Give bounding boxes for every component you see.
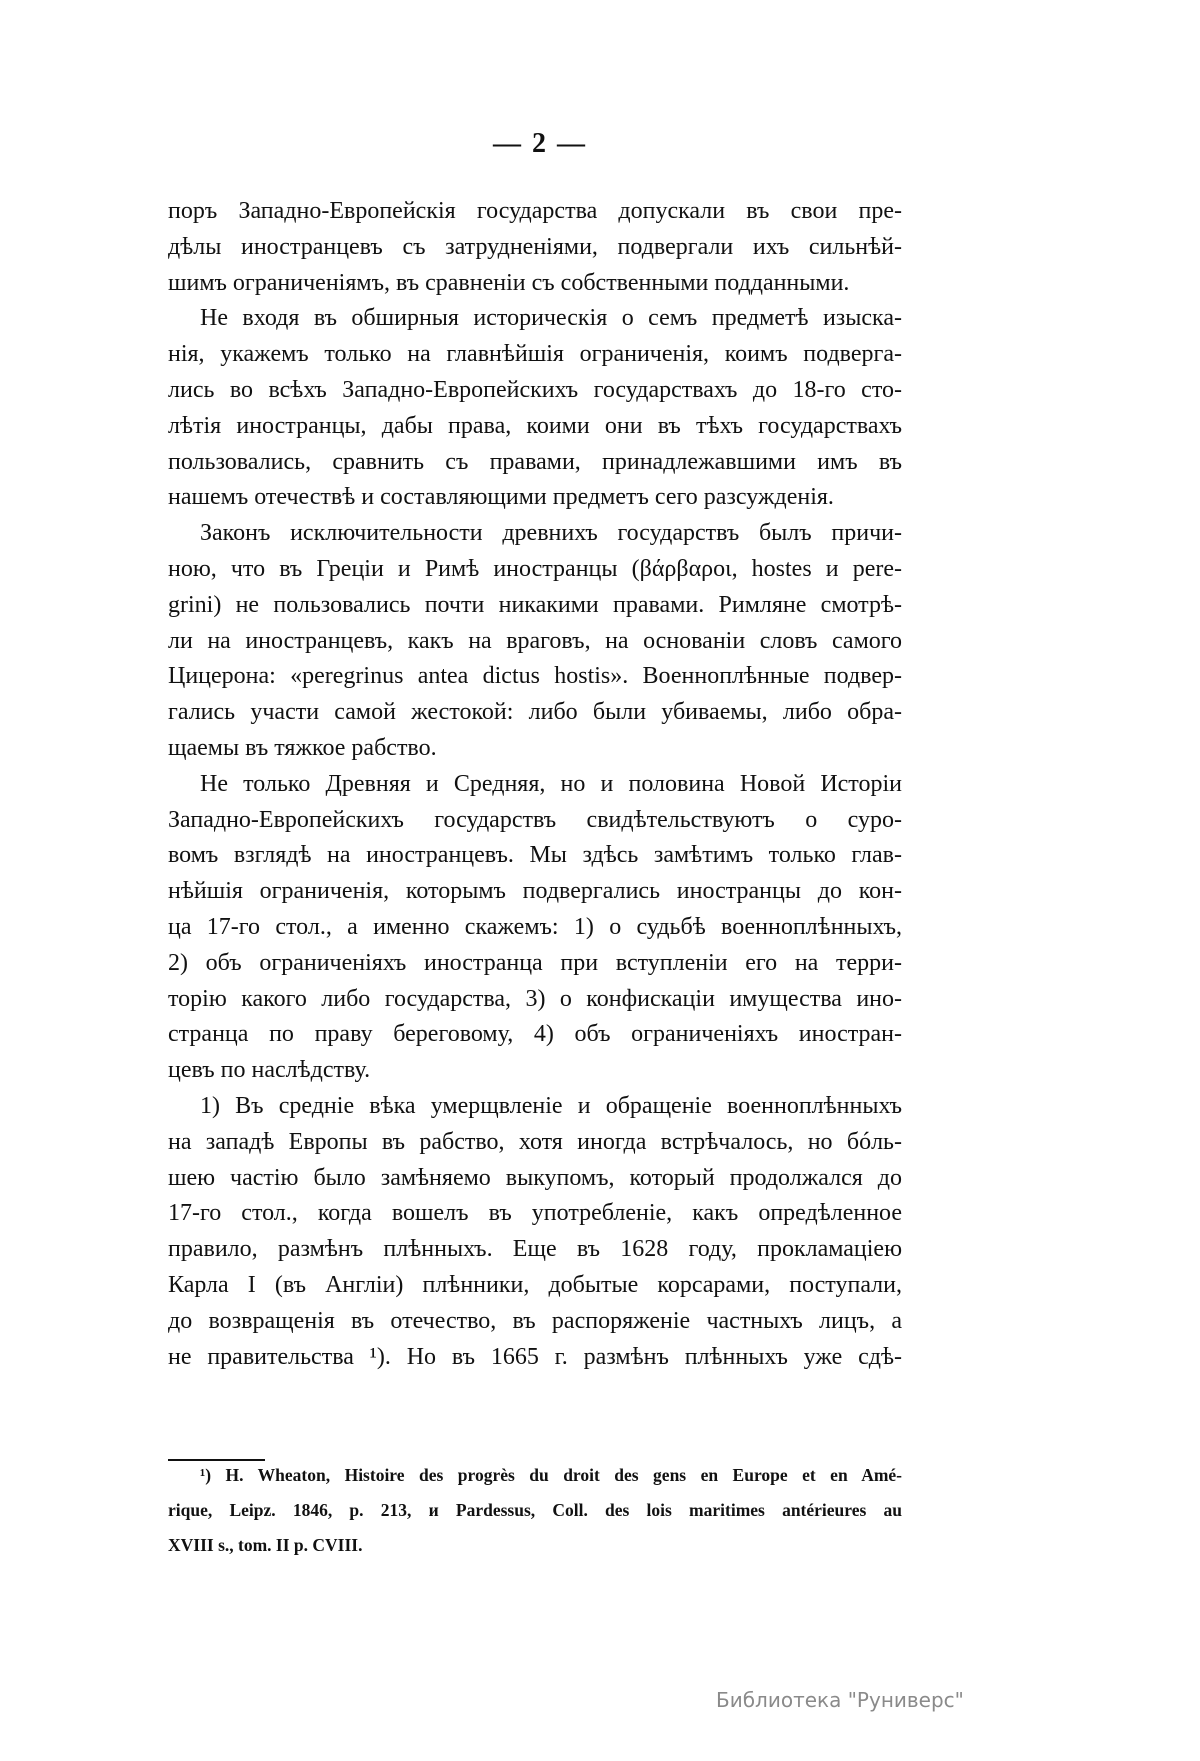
text-line: ли на иностранцевъ, какъ на враговъ, на основаніи словъ самого	[168, 627, 902, 654]
text-line: 2) объ ограниченіяхъ иностранца при вступленіи его на терри-	[168, 949, 902, 976]
paragraph	[168, 767, 902, 1089]
text-line: лѣтія иностранцы, дабы права, коими они въ тѣхъ государствахъ	[168, 412, 902, 439]
text-line: до возвращенія въ отечество, въ распоряженіе частныхъ лицъ, а	[168, 1307, 902, 1334]
paragraph	[168, 516, 902, 767]
text-line: шею частію было замѣняемо выкупомъ, который продолжался до	[168, 1164, 902, 1191]
text-line: на западѣ Европы въ рабство, хотя иногда встрѣчалось, но бóль-	[168, 1128, 902, 1155]
text-line: лись во всѣхъ Западно-Европейскихъ государствахъ до 18-го сто-	[168, 376, 902, 403]
paragraph	[168, 301, 902, 516]
text-line: не правительства ¹). Но въ 1665 г. размѣнъ плѣнныхъ уже сдѣ-	[168, 1343, 902, 1370]
text-line: дѣлы иностранцевъ съ затрудненіями, подвергали ихъ сильнѣй-	[168, 233, 902, 260]
text-line: вомъ взглядѣ на иностранцевъ. Мы здѣсь замѣтимъ только глав-	[168, 842, 902, 869]
footnote-line: XVIII s., tom. II p. CVIII.	[168, 1535, 363, 1555]
text-line: шимъ ограниченіямъ, въ сравненіи съ собственными подданными.	[168, 269, 850, 296]
text-line: Западно-Европейскихъ государствъ свидѣтельствуютъ о суро-	[168, 806, 902, 833]
text-line: 1) Въ средніе вѣка умерщвленіе и обращеніе военноплѣнныхъ	[200, 1092, 902, 1119]
text-line: ца 17-го стол., а именно скажемъ: 1) о судьбѣ военноплѣнныхъ,	[168, 913, 902, 940]
library-watermark: Библиотека "Руниверс"	[716, 1688, 964, 1712]
footnote-line: rique, Leipz. 1846, p. 213, и Pardessus, Coll. des lois maritimes antérieures au	[168, 1500, 902, 1520]
text-line: нія, укажемъ только на главнѣйшія ограниченія, коимъ подверга-	[168, 341, 902, 368]
text-line: Не только Древняя и Средняя, но и половина Новой Исторіи	[200, 770, 902, 797]
text-line: Не входя въ обширныя историческія о семъ предметѣ изыска-	[200, 305, 902, 332]
text-line: щаемы въ тяжкое рабство.	[168, 734, 437, 761]
text-line: пользовались, сравнить съ правами, принадлежавшими имъ въ	[168, 448, 902, 475]
page-number: — 2 —	[493, 128, 587, 159]
text-line: странца по праву береговому, 4) объ ограниченіяхъ иностран-	[168, 1021, 902, 1048]
text-line: Законъ исключительности древнихъ государствъ былъ причи-	[200, 520, 902, 547]
footnote-line: ¹) H. Wheaton, Histoire des progrès du droit des gens en Europe et en Amé-	[200, 1465, 902, 1485]
paragraph	[168, 194, 902, 301]
text-line: 17-го стол., когда вошелъ въ употребленіе, какъ опредѣленное	[168, 1200, 902, 1227]
text-line: поръ Западно-Европейскія государства допускали въ свои пре-	[168, 198, 902, 224]
text-line: Цицерона: «peregrinus antea dictus hostis». Военноплѣнные подвер-	[168, 663, 902, 690]
text-line: Карла I (въ Англіи) плѣнники, добытые корсарами, поступали,	[168, 1271, 902, 1298]
text-line: ною, что въ Греціи и Римѣ иностранцы (βάρβαροι, hostes и pere-	[168, 555, 902, 582]
text-line: цевъ по наслѣдству.	[168, 1057, 371, 1084]
body-text	[168, 194, 902, 1375]
text-line: нѣйшія ограниченія, которымъ подвергались иностранцы до кон-	[168, 878, 902, 905]
text-line: гались участи самой жестокой: либо были убиваемы, либо обра-	[168, 699, 902, 726]
text-line: нашемъ отечествѣ и составляющими предметъ сего разсужденія.	[168, 484, 834, 511]
text-line: правило, размѣнъ плѣнныхъ. Еще въ 1628 году, прокламаціею	[168, 1236, 902, 1263]
text-line: торію какого либо государства, 3) о конфискаціи имущества ино-	[168, 985, 902, 1012]
paragraph	[168, 1089, 902, 1375]
footnote	[168, 1458, 902, 1563]
text-line: grini) не пользовались почти никакими правами. Римляне смотрѣ-	[168, 591, 902, 618]
